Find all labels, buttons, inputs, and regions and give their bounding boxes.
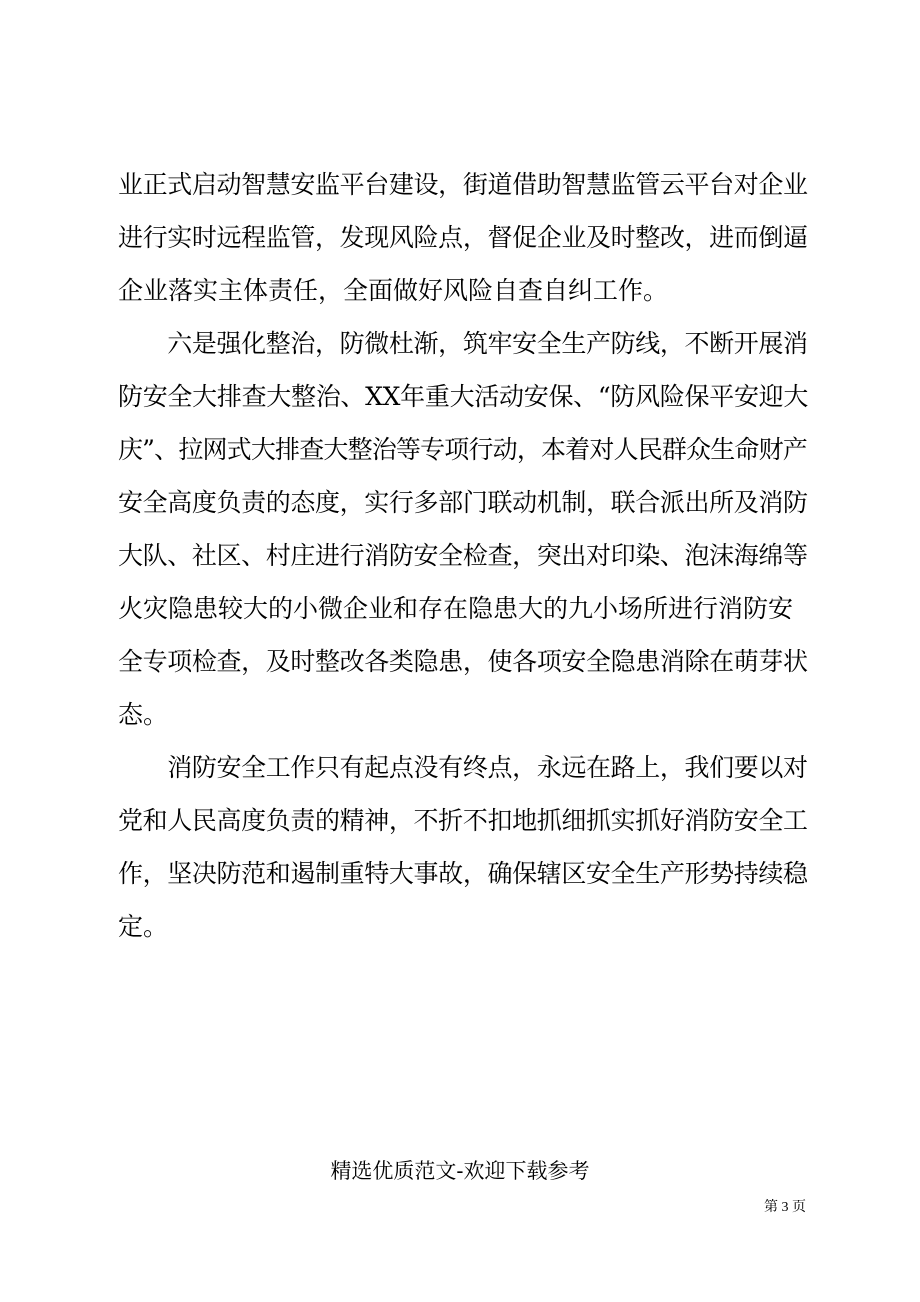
text-line: 火灾隐患较大的小微企业和存在隐患大的九小场所进行消防安 bbox=[118, 594, 794, 623]
text-line: 防安全大排查大整治、XX年重大活动安保、“防风险保平安迎大 bbox=[118, 382, 809, 411]
text-line: 消防安全工作只有起点没有终点，永远在路上，我们要以对 bbox=[118, 753, 808, 782]
text-line: 定。 bbox=[118, 912, 169, 941]
text-line: 庆”、拉网式大排查大整治等专项行动，本着对人民群众生命财产 bbox=[118, 435, 807, 464]
text-line: 六是强化整治，防微杜渐，筑牢安全生产防线，不断开展消 bbox=[118, 329, 808, 358]
text-line: 业正式启动智慧安监平台建设，街道借助智慧监管云平台对企业 bbox=[118, 170, 808, 199]
body-text bbox=[118, 158, 808, 953]
text-line: 态。 bbox=[118, 700, 169, 729]
text-line: 作，坚决防范和遏制重特大事故，确保辖区安全生产形势持续稳 bbox=[118, 859, 808, 888]
text-line: 党和人民高度负责的精神，不折不扣地抓细抓实抓好消防安全工 bbox=[118, 806, 808, 835]
text-line: 大队、社区、村庄进行消防安全检查，突出对印染、泡沫海绵等 bbox=[118, 541, 808, 570]
text-line: 企业落实主体责任，全面做好风险自查自纠工作。 bbox=[118, 276, 669, 305]
text-line: 进行实时远程监管，发现风险点，督促企业及时整改，进而倒逼 bbox=[118, 223, 808, 252]
text-line: 全专项检查，及时整改各类隐患，使各项安全隐患消除在萌芽状 bbox=[118, 647, 808, 676]
text-line: 安全高度负责的态度，实行多部门联动机制，联合派出所及消防 bbox=[118, 488, 808, 517]
page-number: 第 3 页 bbox=[764, 1200, 806, 1215]
footer-text: 精选优质范文-欢迎下载参考 bbox=[330, 1159, 590, 1183]
